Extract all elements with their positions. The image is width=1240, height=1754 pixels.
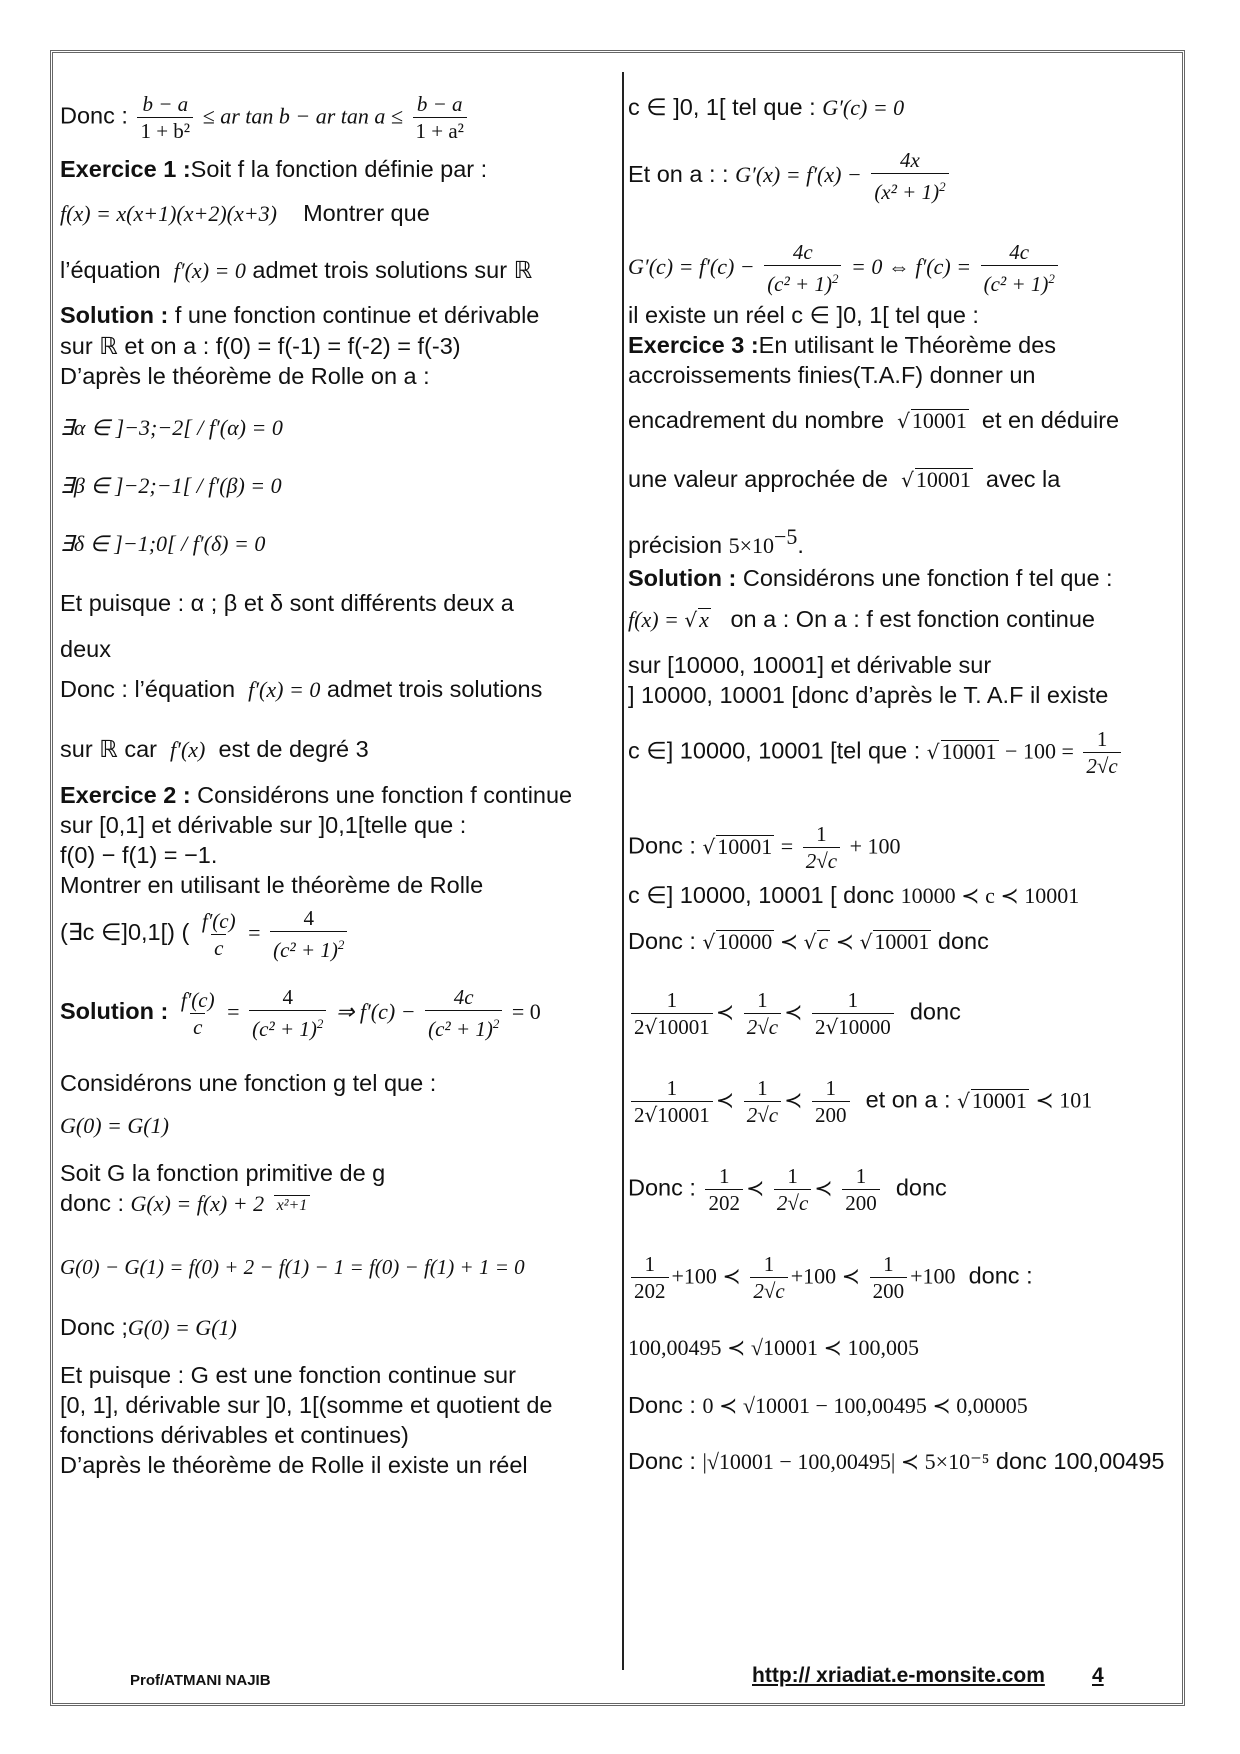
- solution3-final: Donc : |√10001 − 100,00495| ≺ 5×10⁻⁵ donc 100,00495: [628, 1448, 1165, 1474]
- exercise1-heading: Exercice 1 :Soit f la fonction définie par :: [60, 156, 488, 182]
- solution2-para3: fonctions dérivables et continues): [60, 1422, 409, 1448]
- solution3-c-range: c ∈] 10000, 10001 [ donc 10000 ≺ c ≺ 10001: [628, 882, 1080, 908]
- solution1-line3: D’après le théorème de Rolle on a :: [60, 363, 430, 389]
- solution3-line1: Solution : Considérons une fonction f tel que :: [628, 565, 1113, 591]
- solution1-delta: ∃δ ∈ ]−1;0[ / f′(δ) = 0: [60, 531, 266, 556]
- solution3-plus-100: $\frac{1}{202}$ +100 ≺ $\frac{1}{2√c}$ +100 ≺ $\frac{1}{200}$ +100 donc :: [628, 1252, 1033, 1303]
- exercise3-line3: encadrement du nombre √ 10001 et en déduire: [628, 405, 1119, 437]
- right-c-exists: c ∈ ]0, 1[ tel que : G′(c) = 0: [628, 94, 905, 120]
- solution3-taf: c ∈] 10000, 10001 [tel que : √ 10001 − 100 = $\frac{1}{2√c}$: [628, 727, 1124, 778]
- solution3-fx: f(x) = √ x on a : On a : f est fonction continue: [628, 604, 1095, 636]
- column-divider: [622, 72, 624, 1670]
- exercise1-equation: l’équation f′(x) = 0 admet trois solutions sur ℝ: [60, 257, 533, 283]
- solution3-bound-202: Donc : $\frac{1}{202}$ ≺ $\frac{1}{2√c}$ ≺ $\frac{1}{200}$ donc: [628, 1164, 947, 1215]
- solution2-para4: D’après le théorème de Rolle il existe un réel: [60, 1452, 528, 1478]
- solution3-bound-200: $\frac{1}{2√ 10001}$ ≺ $\frac{1}{2√c}$ ≺ $\frac{1}{200}$ et on a : √ 10001 ≺ 101: [628, 1076, 1092, 1127]
- solution1-puisque: Et puisque : α ; β et δ sont différents deux a: [60, 590, 514, 616]
- exercise3-line4: une valeur approchée de √ 10001 avec la: [628, 464, 1060, 496]
- solution3-error: Donc : 0 ≺ √10001 − 100,00495 ≺ 0,00005: [628, 1392, 1028, 1418]
- exercise2-line1: Exercice 2 : Considérons une fonction f continue: [60, 782, 573, 808]
- right-il-existe: il existe un réel c ∈ ]0, 1[ tel que :: [628, 302, 979, 328]
- right-G-prime-c: G′(c) = f′(c) − $\frac{4c}{(c^2 + 1)^2}$ = 0 ⇔ f′(c) = $\frac{4c}{(c^2 + 1)^2}$: [628, 240, 1061, 296]
- solution2-consider: Considérons une fonction g tel que :: [60, 1070, 437, 1096]
- exercise2-statement: (∃c ∈]0,1[) ( $\frac{f'(c)}{c}$ = $\frac{4}{(c^2 + 1)^2}$: [60, 906, 350, 962]
- solution1-degree: sur ℝ car f′(x) est de degré 3: [60, 736, 369, 762]
- exercise3-line1: Exercice 3 :En utilisant le Théorème des: [628, 332, 1057, 358]
- exercise2-line4: Montrer en utilisant le théorème de Rolle: [60, 872, 484, 898]
- solution1-conclusion: Donc : l’équation f′(x) = 0 admet trois solutions: [60, 676, 543, 702]
- solution2-G0-G1: G(0) = G(1): [60, 1113, 169, 1138]
- solution3-donc1: Donc : √ 10001 = $\frac{1}{2√c}$ + 100: [628, 822, 901, 873]
- solution1-deux: deux: [60, 636, 111, 662]
- footer-website-link[interactable]: http:// xriadiat.e-monsite.com: [752, 1664, 1045, 1687]
- solution3-approx: 100,00495 ≺ √10001 ≺ 100,005: [628, 1335, 919, 1360]
- right-G-prime-x: Et on a : : G′(x) = f′(x) − $\frac{4x}{(x^2 + 1)^2}$: [628, 148, 952, 204]
- exercise1-function: f(x) = x(x+1)(x+2)(x+3) Montrer que: [60, 200, 430, 226]
- solution3-sqrt-range: Donc : √ 10000 ≺ √ c ≺ √ 10001 donc: [628, 926, 989, 958]
- solution1-alpha: ∃α ∈ ]−3;−2[ / f′(α) = 0: [60, 415, 283, 440]
- solution2-para1: Et puisque : G est une fonction continue sur: [60, 1362, 516, 1388]
- exercise2-line3: f(0) − f(1) = −1.: [60, 842, 218, 868]
- solution2-donc: Donc ;G(0) = G(1): [60, 1314, 237, 1340]
- arctan-inequality: Donc : $\frac{b - a}{\text{1 + b²}}$ ≤ ar tan b − ar tan a ≤ $\frac{b - a}{\text{1 + a²}}$: [60, 92, 470, 143]
- solution2-para2: [0, 1], dérivable sur ]0, 1[(somme et quotient de: [60, 1392, 553, 1418]
- solution1-line2: sur ℝ et on a : f(0) = f(-1) = f(-2) = f(-3): [60, 333, 461, 359]
- exercise3-precision: précision $5\times 10^{-5}$.: [628, 524, 804, 558]
- footer-author: Prof/ATMANI NAJIB: [130, 1672, 271, 1689]
- solution3-line3: sur [10000, 10001] et dérivable sur: [628, 652, 992, 678]
- solution2-primitive: Soit G la fonction primitive de g: [60, 1160, 386, 1186]
- solution1-beta: ∃β ∈ ]−2;−1[ / f′(β) = 0: [60, 473, 282, 498]
- exercise3-line2: accroissements finies(T.A.F) donner un: [628, 362, 1036, 388]
- solution2-G-definition: donc : G(x) = f(x) + 2 x²+1: [60, 1188, 313, 1219]
- page-number: 4: [1092, 1664, 1104, 1687]
- solution2-equation: Solution : $\frac{f'(c)}{c}$ = $\frac{4}{(c^2 + 1)^2}$ ⇒ f′(c) − $\frac{4c}{(c^2 + 1)^2}$ = 0: [60, 985, 541, 1041]
- solution3-line4: ] 10000, 10001 [donc d’après le T. A.F il existe: [628, 682, 1109, 708]
- solution1-line1: Solution : f une fonction continue et dérivable: [60, 302, 540, 328]
- exercise2-line2: sur [0,1] et dérivable sur ]0,1[telle que :: [60, 812, 467, 838]
- solution3-inverse-range: $\frac{1}{2√ 10001}$ ≺ $\frac{1}{2√c}$ ≺ $\frac{1}{2√ 10000}$ donc: [628, 988, 961, 1039]
- solution2-difference: G(0) − G(1) = f(0) + 2 − f(1) − 1 = f(0) − f(1) + 1 = 0: [60, 1255, 525, 1279]
